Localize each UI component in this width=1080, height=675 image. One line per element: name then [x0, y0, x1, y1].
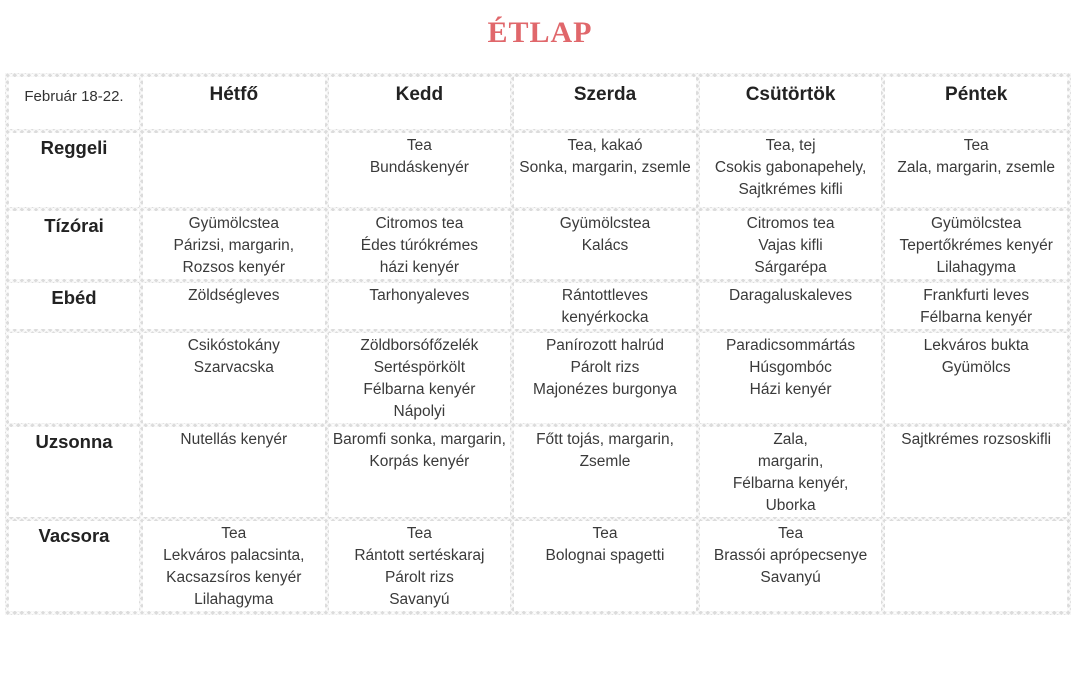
- menu-item: Rántott sertéskaraj: [354, 547, 485, 564]
- menu-item: Kacsazsíros kenyér: [166, 569, 302, 586]
- menu-item: Lilahagyma: [194, 591, 274, 608]
- menu-item: Lekváros bukta: [923, 337, 1029, 354]
- meal-row-ebed-main: [9, 333, 1067, 423]
- menu-body: [9, 133, 1067, 611]
- menu-cell-reggeli-tuesday: [329, 133, 511, 207]
- menu-cell-uzsonna-wednesday: [514, 427, 696, 517]
- menu-cell-vacsora-friday: [885, 521, 1067, 611]
- day-header-wednesday: Szerda: [514, 77, 696, 129]
- menu-item: Panírozott halrúd: [545, 337, 664, 354]
- meal-label: [9, 333, 139, 423]
- menu-cell-reggeli-friday: [885, 133, 1067, 207]
- menu-item: Húsgombóc: [749, 359, 832, 376]
- day-header-thursday: Csütörtök: [700, 77, 882, 129]
- menu-item: Savanyú: [389, 591, 450, 608]
- menu-item: Gyümölcstea: [188, 215, 280, 232]
- menu-item: Vajas kifli: [758, 237, 823, 254]
- menu-cell-tizorai-friday: [885, 211, 1067, 279]
- menu-item: Sajtkrémes kifli: [738, 181, 843, 198]
- menu-item: Rozsos kenyér: [182, 259, 286, 276]
- menu-item: Tea: [406, 137, 432, 154]
- menu-item: Tea: [221, 525, 247, 542]
- menu-cell-ebed-main-wednesday: [514, 333, 696, 423]
- menu-cell-tizorai-tuesday: [329, 211, 511, 279]
- menu-item: Tea: [778, 525, 804, 542]
- meal-label: Tízórai: [9, 211, 139, 279]
- menu-cell-tizorai-thursday: [700, 211, 882, 279]
- menu-cell-ebed-main-monday: [143, 333, 325, 423]
- menu-item: Párolt rizs: [570, 359, 640, 376]
- menu-item: Tea: [592, 525, 618, 542]
- menu-item: Házi kenyér: [749, 381, 832, 398]
- menu-cell-tizorai-monday: [143, 211, 325, 279]
- menu-item: Citromos tea: [746, 215, 835, 232]
- menu-item: Félbarna kenyér: [363, 381, 476, 398]
- menu-item: Nutellás kenyér: [180, 431, 288, 448]
- meal-label: Ebéd: [9, 283, 139, 329]
- menu-item: Csokis gabonapehely,: [714, 159, 867, 176]
- menu-item: Bolognai spagetti: [545, 547, 665, 564]
- menu-cell-ebed-main-thursday: [700, 333, 882, 423]
- menu-item: Párolt rizs: [384, 569, 454, 586]
- meal-label: Vacsora: [9, 521, 139, 611]
- menu-item: Savanyú: [760, 569, 821, 586]
- menu-item: Szarvacska: [193, 359, 274, 376]
- menu-cell-ebed-main-friday: [885, 333, 1067, 423]
- menu-item: Gyümölcstea: [930, 215, 1022, 232]
- menu-item: Uborka: [765, 497, 816, 514]
- menu-item: kenyérkocka: [561, 309, 649, 326]
- menu-item: Párizsi, margarin,: [173, 237, 295, 254]
- menu-item: Tepertőkrémes kenyér: [899, 237, 1053, 254]
- menu-cell-reggeli-thursday: [700, 133, 882, 207]
- menu-item: Lekváros palacsinta,: [163, 547, 305, 564]
- meal-row-uzsonna: [9, 427, 1067, 517]
- menu-item: Félbarna kenyér: [920, 309, 1033, 326]
- menu-item: Zala,: [773, 431, 808, 448]
- day-header-friday: Péntek: [885, 77, 1067, 129]
- menu-item: Zsemle: [579, 453, 631, 470]
- menu-cell-tizorai-wednesday: [514, 211, 696, 279]
- menu-item: Tarhonyaleves: [369, 287, 470, 304]
- menu-cell-ebed-monday: [143, 283, 325, 329]
- menu-item: Rántottleves: [561, 287, 649, 304]
- menu-item: Sárgarépa: [754, 259, 827, 276]
- menu-item: Édes túrókrémes: [360, 237, 478, 254]
- meal-row-reggeli: [9, 133, 1067, 207]
- menu-cell-ebed-wednesday: [514, 283, 696, 329]
- menu-title: ÉTLAP: [487, 16, 593, 49]
- menu-item: Korpás kenyér: [369, 453, 470, 470]
- menu-item: Sonka, margarin, zsemle: [519, 159, 691, 176]
- menu-item: Csikóstokány: [187, 337, 280, 354]
- meal-label: Reggeli: [9, 133, 139, 207]
- menu-item: Bundáskenyér: [369, 159, 469, 176]
- meal-row-ebed: [9, 283, 1067, 329]
- menu-cell-ebed-tuesday: [329, 283, 511, 329]
- menu-cell-uzsonna-monday: [143, 427, 325, 517]
- menu-cell-vacsora-tuesday: [329, 521, 511, 611]
- menu-cell-ebed-main-tuesday: [329, 333, 511, 423]
- menu-item: Félbarna kenyér,: [732, 475, 849, 492]
- meal-row-vacsora: [9, 521, 1067, 611]
- table-header-row: [9, 77, 1067, 129]
- menu-item: Főtt tojás, margarin,: [536, 431, 674, 448]
- menu-item: Sajtkrémes rozsoskifli: [901, 431, 1052, 448]
- menu-cell-uzsonna-friday: [885, 427, 1067, 517]
- menu-cell-reggeli-wednesday: [514, 133, 696, 207]
- menu-item: Baromfi sonka, margarin,: [332, 431, 506, 448]
- date-range: Február 18-22.: [9, 77, 139, 129]
- menu-cell-vacsora-wednesday: [514, 521, 696, 611]
- menu-item: margarin,: [757, 453, 824, 470]
- menu-item: Zöldborsófőzelék: [360, 337, 479, 354]
- menu-cell-uzsonna-thursday: [700, 427, 882, 517]
- menu-cell-vacsora-thursday: [700, 521, 882, 611]
- day-header-tuesday: Kedd: [329, 77, 511, 129]
- menu-item: Daragaluskaleves: [728, 287, 853, 304]
- menu-item: Tea, kakaó: [567, 137, 643, 154]
- day-header-monday: Hétfő: [143, 77, 325, 129]
- meal-row-tizorai: [9, 211, 1067, 279]
- menu-item: Kalács: [581, 237, 629, 254]
- menu-item: Frankfurti leves: [923, 287, 1030, 304]
- menu-item: Gyümölcs: [941, 359, 1011, 376]
- menu-item: Brassói aprópecsenye: [713, 547, 868, 564]
- menu-item: Zala, margarin, zsemle: [897, 159, 1055, 176]
- menu-cell-reggeli-monday: [143, 133, 325, 207]
- menu-item: Nápolyi: [393, 403, 446, 420]
- menu-item: Tea, tej: [765, 137, 816, 154]
- menu-item: Paradicsommártás: [725, 337, 856, 354]
- menu-item: Zöldségleves: [188, 287, 280, 304]
- menu-item: házi kenyér: [379, 259, 460, 276]
- menu-item: Gyümölcstea: [559, 215, 651, 232]
- meal-label: Uzsonna: [9, 427, 139, 517]
- menu-item: Sertéspörkölt: [373, 359, 466, 376]
- menu-cell-uzsonna-tuesday: [329, 427, 511, 517]
- menu-item: Majonézes burgonya: [533, 381, 677, 398]
- menu-item: Tea: [406, 525, 432, 542]
- menu-item: Tea: [963, 137, 989, 154]
- menu-cell-ebed-thursday: [700, 283, 882, 329]
- weekly-menu-table: [5, 73, 1071, 615]
- menu-cell-vacsora-monday: [143, 521, 325, 611]
- menu-item: Citromos tea: [375, 215, 464, 232]
- menu-cell-ebed-friday: [885, 283, 1067, 329]
- menu-item: Lilahagyma: [936, 259, 1016, 276]
